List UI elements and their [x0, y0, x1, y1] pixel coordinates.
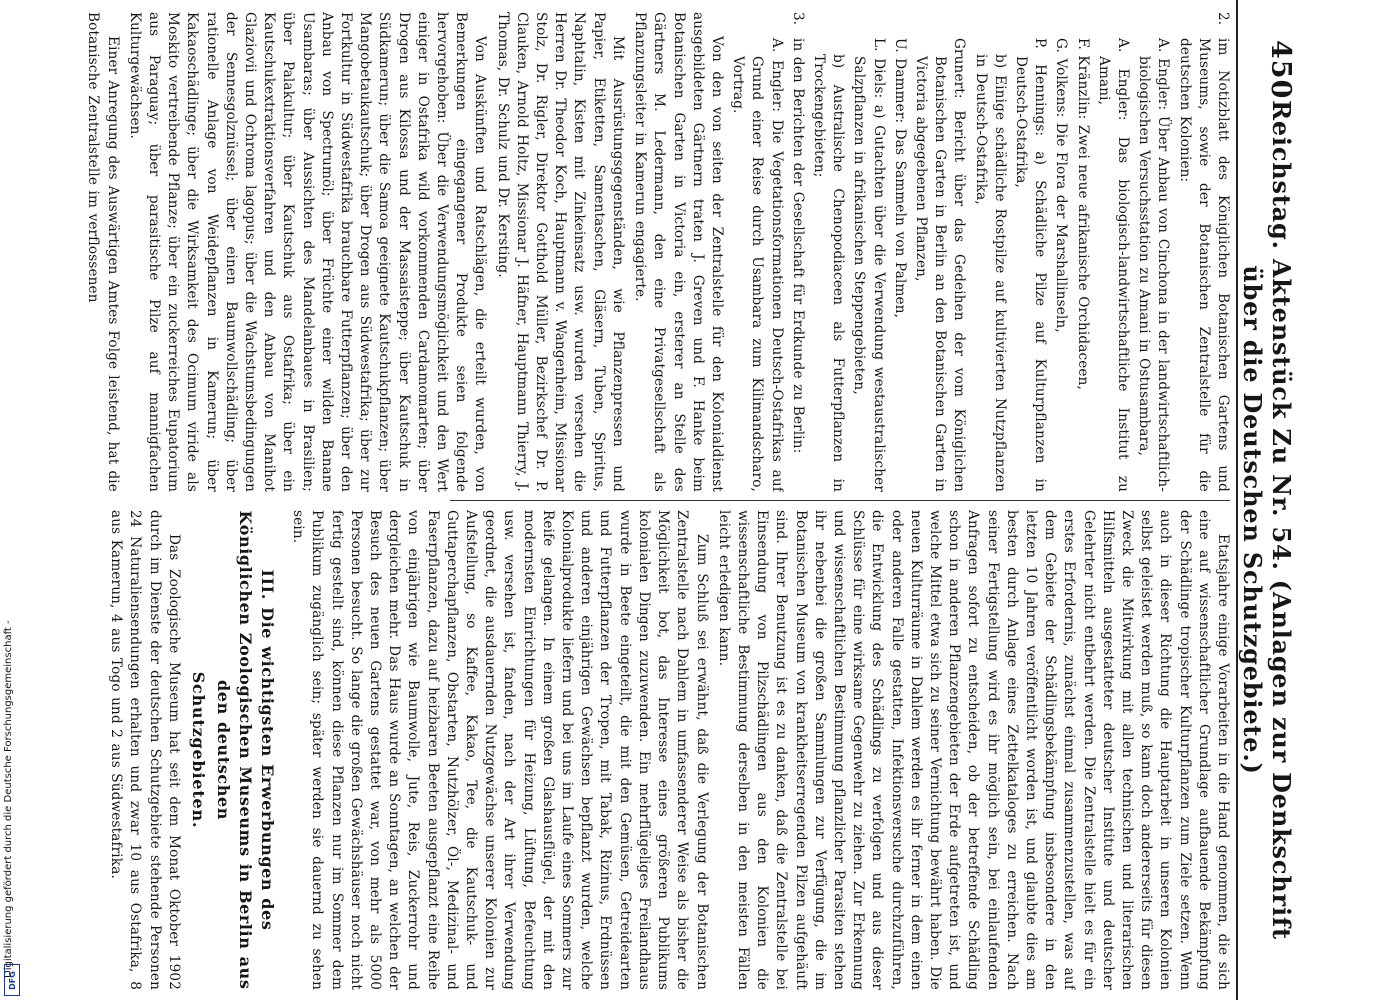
- body-paragraph: Zum Schluß sei erwähnt, daß die Verlegung der Botanischen Zentralstelle nach Dahlem in umfassenderer Weise als bisher die Möglichkeit bot, das Interesse eines größeren Publikums kolonialen Dingen zuzuwenden. Ein mehrflügeliges Freilandhaus wurde in Beete eingeteilt, die mit den Gemüsen, Getreidearten und Futterpflanzen der Tropen, mit Tabak, Rizinus, Erdnüssen und anderen einjährigen Gewächsen bepflanzt wurden, welche Kolonialprodukte liefern und bei uns im Laufe eines Sommers zur Reife gelangen. In einem großen Glashausflügel, der mit den modernsten Einrichtungen für Heizung, Lüftung, Befeuchtung usw. versehen ist, fanden, nach der Art ihrer Verwendung geordnet, die ausdauernden Nutzgewächse unserer Kolonien zur Aufstellung, so Kaffee, Kakao, Tee, die Kautschuk- und Guttaperchapflanzen, Obstarten, Nutzhölzer, Öl-, Medizinal- und Faserpflanzen, dazu auf heizbaren Beeten ausgepflanzt eine Reihe von einjährigen wie Baumwolle, Jute, Reis, Zuckerrohr und dergleichen mehr. Das Haus wurde an Sonntagen, an welchen der Besuch des neuen Gartens gestattet war, von mehr als 5000 Personen besucht. So lange die großen Gewächshäuser noch nicht fertig gestellt sind, können diese Pflanzen nur im Sommer dem Publikum zugänglich sein; später werden sie dauernd zu sehen sein.: [290, 510, 710, 990]
- dfg-logo: DFG: [4, 964, 20, 996]
- body-paragraph: Etatsjahre einige Vorarbeiten in die Hand genommen, die sich eine auf wissenschaftlicher Grundlage aufbauende Bekämpfung der Schädlinge tropischer Kulturpflanzen zum Ziele setzen. Wenn auch in dieser Richtung die Hauptarbeit in unseren Kolonien selbst geleistet werden muß, so kann doch andererseits für diesen Zweck die Mitwirkung mit allen technischen und literarischen Hilfsmitteln ausgestatteter deutscher Institute und deutscher Gelehrter nicht entbehrt werden. Die Zentralstelle hielt es für ein erstes Erfordernis, zunächst einmal zusammenzustellen, was auf dem Gebiete der Schädlingsbekämpfung insbesondere in den letzten 10 Jahren veröffentlicht worden ist, und glaubte dies am besten durch Anlage eines Zettelkataloges zu erreichen. Nach seiner Fertigstellung wird es ihr möglich sein, bei einlaufenden Anfragen sofort zu entscheiden, ob der betreffende Schädling schon in anderen Pflanzengebieten der Erde aufgetreten ist, und welche Mittel etwa sich zu seiner Vernichtung bewährt haben. Die neuen Kulturräume in Dahlem werden es ihr ferner in dem einen oder anderen Falle gestatten, Infektionsversuche durchzuführen, die Entwicklung des Schädlings zu verfolgen und aus dieser Schlüsse für eine wirksame Gegenwehr zu ziehen. Zur Erkennung und wissenschaftlichen Bestimmung pflanzlicher Parasiten stehen ihr nebenbei die großen Sammlungen zur Verfügung, die im Botanischen Museum von krankheitserregenden Pilzen aufgehäuft sind. Ihrer Benutzung ist es zu danken, daß die Zentralstelle bei Einsendung von Pilzschädlingen aus den Kolonien die wissenschaftliche Bestimmung derselben in den meisten Fällen leicht erledigen kann.: [715, 510, 1231, 990]
- body-paragraph: Von den von seiten der Zentralstelle für den Kolonialdienst ausgebildeten Gärtnern traten J. Greven und F. Hanke beim Botanischen Garten in Victoria ein, ersterer an Stelle des Gärtners M. Ledermann, den eine Privatgesellschaft als Pflanzungsleiter in Kamerun engagierte.: [632, 12, 725, 492]
- page-header: [1236, 0, 1310, 1000]
- publication-entry: G. Volkens: Die Flora der Marshallinseln,: [1053, 38, 1070, 333]
- section-heading: III. Die wichtigsten Erwerbungen des Königlichen Zoologischen Museums in Berlin aus den deutschen: [214, 510, 278, 990]
- publication-entry: b) Einige schädliche Rostpilze auf kultivierten Nutzpflanzen in Deutsch-Ostafrika,: [972, 54, 1008, 492]
- section-subheading: Schutzgebieten.: [189, 671, 209, 829]
- publication-entry: A. Engler: Die Vegetationsformationen Deutsch-Ostafrikas auf Grund einer Reise durch Usambara zum Kilimandscharo, Vortrag.: [730, 38, 785, 492]
- body-paragraph: Von Auskünften und Ratschlägen, die erteilt wurden, von Bemerkungen eingegangener Produkte seien folgende hervorgehoben: Über die Verwendungsmöglichkeit und den Wert einiger in Ostafrika wild vorkommenden Cardamomarten; über Drogen aus Kilossa und der Massaisteppe; über Kautschuk in Südkamerun; über die Samoa geeignete Kautschukpflanzen; über Mangobetaukautschuk; über Drogen aus Südwestafrika; über zur Fortkultur in Südwestafrika brauchbare Futterpflanzen; über den Anbau von Spectrumöl; über Früchte einer wilden Banane Usambaras; über Aussichten des Mandelanbaues in Brasilien; über Palakultur; über Kautschuk aus Ostafrika; über ein Kautschukextraktionsverfahren und den Anbau von Manihot Glaziovii und Ochroma lagopus; über die Wachstumsbedingungen der Sennesgolznüssel; über einen Baumwollschädling; über rationelle Anlage von Weidepflanzen in Kamerun; über Kakaoschädlinge; über die Wirksamkeit des Ocimum viride als Moskito vertreibende Pflanze; über ein zuckerreiches Eupatorium aus Paraguay; über parasitische Pilze auf mannigfachen Kulturgewächsen.: [126, 12, 489, 492]
- right-column: [22, 510, 1232, 990]
- publication-entry: Grunert: Bericht über das Gedeihen der vom Königlichen Botanischen Garten in Berlin an den Botanischen Garten in Victoria abgegebenen Pflanzen,: [912, 38, 968, 492]
- page-number: 450: [1265, 40, 1296, 100]
- digitization-credit: Digitalisierung gefördert durch die Deutsche Forschungsgemeinschaft -: [3, 620, 14, 978]
- publication-entry: U. Dammer: Das Sammeln von Palmen,: [891, 38, 908, 319]
- list-text: im Notizblatt des Königlichen Botanischen Gartens und Museums, sowie der Botanischen Zentralstelle für die deutschen Kolonien:: [1176, 38, 1231, 492]
- publication-entry: A. Engler: Über Anbau von Cinchona in der landwirtschaftlich-biologischen Versuchsstation zu Amani in Ostusambara,: [1136, 38, 1172, 492]
- column-divider: [450, 500, 1230, 501]
- list-item-3: [788, 12, 807, 492]
- publication-entry: F. Kränzlin: Zwei neue afrikanische Orchidaceen,: [1074, 38, 1091, 390]
- left-column: [22, 12, 1232, 492]
- list-number: 3.: [789, 12, 806, 26]
- body-paragraph: Das Zoologische Museum hat seit dem Monat Oktober 1902 durch im Dienste der deutschen Schutzgebiete stehende Personen 24 Naturaliensendungen erhalten und zwar 10 aus Ostafrika, 8 aus Kamerun, 4 aus Togo und 2 aus Südwestafrika.: [108, 510, 182, 990]
- publication-entry: L. Diels: a) Gutachten über die Verwendung westaustralischer Salzpflanzen in afrikanischen Steppengebieten,: [851, 38, 887, 492]
- list-number: 2.: [1215, 12, 1231, 26]
- body-paragraph: Mit Ausrüstungsgegenständen, wie Pflanzenpressen und Papier, Etiketten, Samentaschen, Gläsern, Tuben, Spiritus, Naphtalin, Kisten mit Zinkeinsatz usw. wurden versehen die Herren Dr. Theodor Koch, Hauptmann v. Wangenheim, Missionar Stolz, Dr. Rigler, Direktor Gotthold Müller, Bezirkschef Dr. P. Clauken, Arnold Holtz, Missionar J. Häfner, Hauptmann Thierry, J. Thomas, Dr. Schulz und Dr. Kersting.: [494, 12, 626, 492]
- scanned-page: [10, 0, 1310, 1000]
- page-title: Reichstag. Aktenstück Zu Nr. 54. (Anlagen zur Denkschrift über die Deutschen Schutzgebiete.): [1238, 100, 1296, 940]
- publication-entry: A. Engler: Das biologisch-landwirtschaftliche Institut zu Amani,: [1095, 38, 1131, 492]
- list-text: in den Berichten der Gesellschaft für Erdkunde zu Berlin:: [789, 38, 806, 454]
- list-item-2: [1174, 12, 1232, 492]
- publication-entry: P. Hennings: a) Schädliche Pilze auf Kulturpflanzen in Deutsch-Ostafrika,: [1012, 38, 1049, 492]
- publication-entry: b) Australische Chenopodiaceen als Futterpflanzen in Trockengebieten;: [810, 54, 847, 492]
- body-paragraph: Einer Anregung des Auswärtigen Amtes Folge leistend, hat die Botanische Zentralstelle im verflossenen: [85, 12, 121, 492]
